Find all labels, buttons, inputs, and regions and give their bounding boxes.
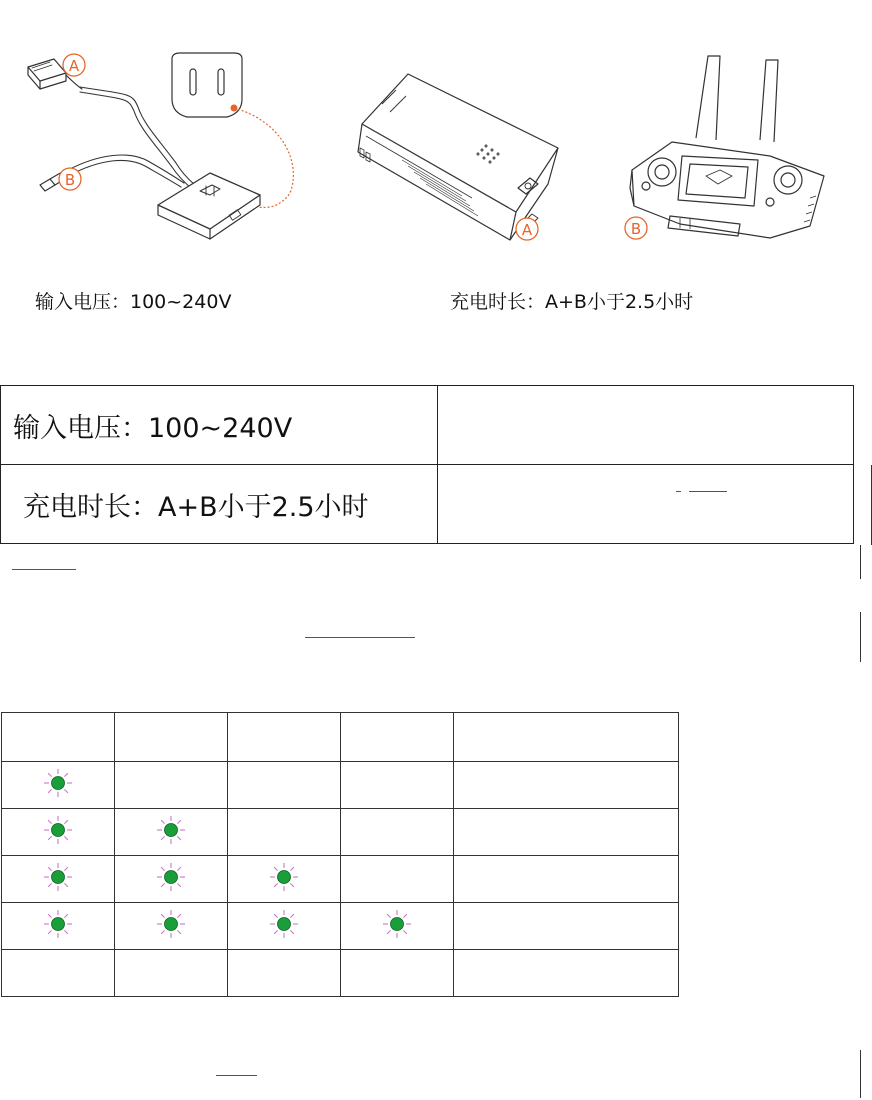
- led-row-desc: [454, 809, 679, 856]
- led-cell: [115, 762, 228, 809]
- led-cell: [2, 762, 115, 809]
- charger-hub-illustration: [20, 45, 305, 250]
- led-row: [2, 903, 679, 950]
- led-lit-icon: [43, 877, 73, 896]
- led-lit-icon: [156, 830, 186, 849]
- led-cell: [341, 762, 454, 809]
- led-row-desc: [454, 762, 679, 809]
- change-bar: [860, 1050, 861, 1098]
- led-cell: [2, 903, 115, 950]
- led-row: [2, 762, 679, 809]
- led-lit-icon: [269, 877, 299, 896]
- led-row-desc: [454, 950, 679, 997]
- led-cell: [228, 809, 341, 856]
- led-cell: [115, 856, 228, 903]
- marker-b-icon: [59, 168, 81, 190]
- led-cell: [228, 762, 341, 809]
- revision-mark: [676, 491, 681, 492]
- led-row: [2, 856, 679, 903]
- svg-text:B: B: [64, 171, 76, 189]
- led-row-desc: [454, 903, 679, 950]
- led-row: [2, 809, 679, 856]
- header-cell: [454, 713, 679, 762]
- led-cell: [228, 903, 341, 950]
- revision-mark: [305, 637, 415, 638]
- change-bar: [860, 612, 861, 662]
- spec-row: [1, 465, 854, 544]
- spec-cell-charge-time: 充电时长：A+B小于2.5小时: [1, 465, 438, 544]
- change-bar: [860, 545, 861, 579]
- led-lit-icon: [43, 830, 73, 849]
- led-cell: [341, 903, 454, 950]
- revision-mark: [216, 1075, 257, 1076]
- led-cell: [2, 856, 115, 903]
- marker-a-icon: [516, 218, 538, 240]
- led-lit-icon: [269, 924, 299, 943]
- header-cell: [341, 713, 454, 762]
- led-cell: [2, 809, 115, 856]
- charge-time-caption: 充电时长：A+B小于2.5小时: [450, 291, 694, 313]
- led-table-header: [2, 713, 679, 762]
- led-cell: [228, 856, 341, 903]
- input-voltage-caption: 输入电压：100~240V: [35, 291, 232, 313]
- header-cell: [2, 713, 115, 762]
- revision-mark: [12, 569, 76, 570]
- revision-mark: [689, 491, 727, 492]
- led-indicator-table: [1, 712, 679, 997]
- spec-row: [1, 386, 854, 465]
- led-row-desc: [454, 856, 679, 903]
- led-lit-icon: [382, 924, 412, 943]
- spec-cell-right: [438, 386, 854, 465]
- led-cell: [2, 950, 115, 997]
- led-cell: [341, 856, 454, 903]
- remote-controller-illustration: [620, 48, 835, 246]
- led-lit-icon: [156, 877, 186, 896]
- header-cell: [228, 713, 341, 762]
- led-cell: [115, 950, 228, 997]
- marker-a-icon: [63, 54, 85, 76]
- led-row: [2, 950, 679, 997]
- led-lit-icon: [156, 924, 186, 943]
- led-cell: [341, 950, 454, 997]
- svg-text:A: A: [521, 221, 533, 239]
- led-cell: [115, 903, 228, 950]
- led-cell: [341, 809, 454, 856]
- spec-table: [0, 385, 854, 544]
- spec-cell-voltage: 输入电压：100~240V: [1, 386, 438, 465]
- battery-illustration: [352, 62, 567, 247]
- led-cell: [228, 950, 341, 997]
- svg-text:B: B: [630, 220, 642, 238]
- header-cell: [115, 713, 228, 762]
- spec-cell-right: [438, 465, 854, 544]
- led-cell: [115, 809, 228, 856]
- led-lit-icon: [43, 783, 73, 802]
- marker-b-icon: [625, 217, 647, 239]
- led-lit-icon: [43, 924, 73, 943]
- svg-text:A: A: [68, 57, 80, 75]
